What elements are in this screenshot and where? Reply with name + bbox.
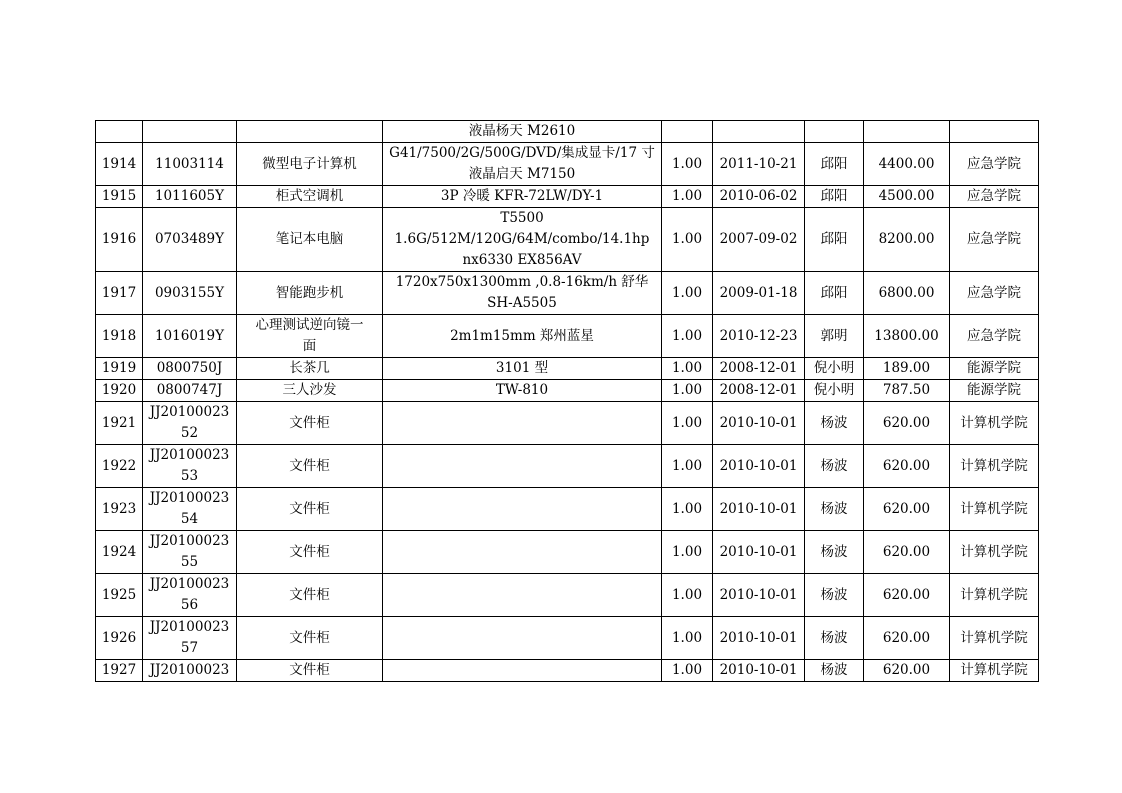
- cell-price: 8200.00: [864, 208, 950, 272]
- cell-model-spec: G41/7500/2G/500G/DVD/集成显卡/17 寸 液晶启天 M7150: [383, 143, 662, 186]
- cell-model-spec: [383, 488, 662, 531]
- table-row: [96, 272, 1039, 315]
- cell-price: 6800.00: [864, 272, 950, 315]
- cell-date: [713, 121, 805, 143]
- cell-quantity: 1.00: [662, 143, 713, 186]
- cell-date: 2010-10-01: [713, 660, 805, 682]
- cell-model-spec: [383, 660, 662, 682]
- cell-quantity: [662, 121, 713, 143]
- table-row: [96, 143, 1039, 186]
- cell-model-spec: 1720x750x1300mm ,0.8-16km/h 舒华 SH-A5505: [383, 272, 662, 315]
- cell-asset-code: 0800747J: [143, 380, 237, 402]
- cell-price: 620.00: [864, 574, 950, 617]
- cell-department: 能源学院: [950, 358, 1039, 380]
- table-row: [96, 186, 1039, 208]
- cell-number: 1926: [96, 617, 143, 660]
- cell-custodian: 邱阳: [805, 143, 864, 186]
- cell-quantity: 1.00: [662, 402, 713, 445]
- cell-asset-name: 三人沙发: [237, 380, 383, 402]
- table-row: [96, 208, 1039, 272]
- table-row: [96, 358, 1039, 380]
- cell-quantity: 1.00: [662, 574, 713, 617]
- cell-asset-code: 0800750J: [143, 358, 237, 380]
- cell-custodian: 杨波: [805, 445, 864, 488]
- cell-date: 2010-12-23: [713, 315, 805, 358]
- asset-table: [95, 120, 1039, 682]
- cell-custodian: 杨波: [805, 531, 864, 574]
- cell-model-spec: [383, 445, 662, 488]
- cell-asset-name: 文件柜: [237, 402, 383, 445]
- cell-number: 1925: [96, 574, 143, 617]
- cell-date: 2008-12-01: [713, 358, 805, 380]
- cell-quantity: 1.00: [662, 531, 713, 574]
- cell-asset-code: JJ20100023 54: [143, 488, 237, 531]
- cell-asset-code: 11003114: [143, 143, 237, 186]
- table-row: [96, 121, 1039, 143]
- cell-asset-code: JJ20100023 52: [143, 402, 237, 445]
- cell-asset-name: 文件柜: [237, 574, 383, 617]
- cell-price: 620.00: [864, 617, 950, 660]
- cell-department: 计算机学院: [950, 531, 1039, 574]
- cell-custodian: 倪小明: [805, 380, 864, 402]
- cell-department: 应急学院: [950, 272, 1039, 315]
- cell-asset-code: 1011605Y: [143, 186, 237, 208]
- cell-department: 应急学院: [950, 186, 1039, 208]
- table-row: [96, 660, 1039, 682]
- cell-asset-name: 文件柜: [237, 531, 383, 574]
- cell-quantity: 1.00: [662, 186, 713, 208]
- table-row: [96, 445, 1039, 488]
- cell-number: 1914: [96, 143, 143, 186]
- cell-asset-name: 文件柜: [237, 445, 383, 488]
- table-row: [96, 531, 1039, 574]
- cell-number: 1927: [96, 660, 143, 682]
- cell-department: 能源学院: [950, 380, 1039, 402]
- cell-department: 计算机学院: [950, 445, 1039, 488]
- cell-department: [950, 121, 1039, 143]
- cell-number: 1922: [96, 445, 143, 488]
- cell-quantity: 1.00: [662, 358, 713, 380]
- cell-price: 4500.00: [864, 186, 950, 208]
- cell-model-spec: 3101 型: [383, 358, 662, 380]
- cell-department: 应急学院: [950, 208, 1039, 272]
- cell-quantity: 1.00: [662, 488, 713, 531]
- cell-price: 620.00: [864, 531, 950, 574]
- cell-custodian: 杨波: [805, 402, 864, 445]
- table-row: [96, 380, 1039, 402]
- table-row: [96, 617, 1039, 660]
- cell-model-spec: [383, 531, 662, 574]
- cell-asset-name: 笔记本电脑: [237, 208, 383, 272]
- cell-number: 1920: [96, 380, 143, 402]
- cell-asset-code: 0903155Y: [143, 272, 237, 315]
- cell-price: 620.00: [864, 660, 950, 682]
- cell-price: 620.00: [864, 488, 950, 531]
- cell-quantity: 1.00: [662, 208, 713, 272]
- cell-asset-name: 长茶几: [237, 358, 383, 380]
- cell-asset-code: 1016019Y: [143, 315, 237, 358]
- cell-quantity: 1.00: [662, 272, 713, 315]
- cell-number: 1919: [96, 358, 143, 380]
- cell-number: 1917: [96, 272, 143, 315]
- cell-number: 1924: [96, 531, 143, 574]
- cell-model-spec: 3P 冷暖 KFR-72LW/DY-1: [383, 186, 662, 208]
- cell-quantity: 1.00: [662, 380, 713, 402]
- cell-date: 2007-09-02: [713, 208, 805, 272]
- cell-custodian: 杨波: [805, 617, 864, 660]
- cell-department: 计算机学院: [950, 488, 1039, 531]
- cell-asset-name: 微型电子计算机: [237, 143, 383, 186]
- cell-price: 787.50: [864, 380, 950, 402]
- cell-date: 2011-10-21: [713, 143, 805, 186]
- cell-date: 2010-10-01: [713, 574, 805, 617]
- cell-model-spec: TW-810: [383, 380, 662, 402]
- cell-asset-name: 文件柜: [237, 617, 383, 660]
- cell-custodian: 邱阳: [805, 208, 864, 272]
- cell-asset-code: JJ20100023 57: [143, 617, 237, 660]
- cell-asset-name: 心理测试逆向镜一 面: [237, 315, 383, 358]
- cell-model-spec: [383, 617, 662, 660]
- cell-date: 2009-01-18: [713, 272, 805, 315]
- cell-number: 1918: [96, 315, 143, 358]
- cell-quantity: 1.00: [662, 660, 713, 682]
- cell-custodian: 倪小明: [805, 358, 864, 380]
- cell-asset-name: 文件柜: [237, 660, 383, 682]
- cell-number: 1915: [96, 186, 143, 208]
- cell-model-spec: 液晶杨天 M2610: [383, 121, 662, 143]
- cell-price: 4400.00: [864, 143, 950, 186]
- cell-model-spec: [383, 574, 662, 617]
- cell-department: 计算机学院: [950, 574, 1039, 617]
- table-row: [96, 574, 1039, 617]
- cell-number: [96, 121, 143, 143]
- cell-price: 620.00: [864, 402, 950, 445]
- cell-custodian: 杨波: [805, 574, 864, 617]
- cell-model-spec: T5500 1.6G/512M/120G/64M/combo/14.1hp nx6330 EX856AV: [383, 208, 662, 272]
- cell-department: 计算机学院: [950, 617, 1039, 660]
- cell-quantity: 1.00: [662, 617, 713, 660]
- cell-custodian: 杨波: [805, 488, 864, 531]
- table-row: [96, 488, 1039, 531]
- cell-department: 应急学院: [950, 315, 1039, 358]
- cell-date: 2010-10-01: [713, 445, 805, 488]
- cell-custodian: 郭明: [805, 315, 864, 358]
- cell-asset-code: 0703489Y: [143, 208, 237, 272]
- cell-date: 2010-10-01: [713, 617, 805, 660]
- cell-asset-name: 柜式空调机: [237, 186, 383, 208]
- cell-number: 1923: [96, 488, 143, 531]
- cell-price: 620.00: [864, 445, 950, 488]
- cell-model-spec: 2m1m15mm 郑州蓝星: [383, 315, 662, 358]
- cell-number: 1916: [96, 208, 143, 272]
- cell-date: 2010-10-01: [713, 402, 805, 445]
- cell-asset-code: JJ20100023 55: [143, 531, 237, 574]
- cell-asset-name: [237, 121, 383, 143]
- cell-model-spec: [383, 402, 662, 445]
- cell-date: 2010-10-01: [713, 531, 805, 574]
- cell-asset-code: JJ20100023 53: [143, 445, 237, 488]
- cell-number: 1921: [96, 402, 143, 445]
- cell-department: 计算机学院: [950, 660, 1039, 682]
- table-row: [96, 315, 1039, 358]
- cell-quantity: 1.00: [662, 445, 713, 488]
- cell-department: 应急学院: [950, 143, 1039, 186]
- cell-custodian: 邱阳: [805, 272, 864, 315]
- cell-price: 13800.00: [864, 315, 950, 358]
- cell-custodian: 邱阳: [805, 186, 864, 208]
- cell-price: 189.00: [864, 358, 950, 380]
- cell-quantity: 1.00: [662, 315, 713, 358]
- cell-asset-name: 智能跑步机: [237, 272, 383, 315]
- cell-asset-name: 文件柜: [237, 488, 383, 531]
- cell-date: 2010-06-02: [713, 186, 805, 208]
- cell-date: 2008-12-01: [713, 380, 805, 402]
- cell-asset-code: JJ20100023: [143, 660, 237, 682]
- cell-custodian: 杨波: [805, 660, 864, 682]
- cell-custodian: [805, 121, 864, 143]
- table-row: [96, 402, 1039, 445]
- cell-date: 2010-10-01: [713, 488, 805, 531]
- cell-asset-code: [143, 121, 237, 143]
- cell-department: 计算机学院: [950, 402, 1039, 445]
- cell-asset-code: JJ20100023 56: [143, 574, 237, 617]
- cell-price: [864, 121, 950, 143]
